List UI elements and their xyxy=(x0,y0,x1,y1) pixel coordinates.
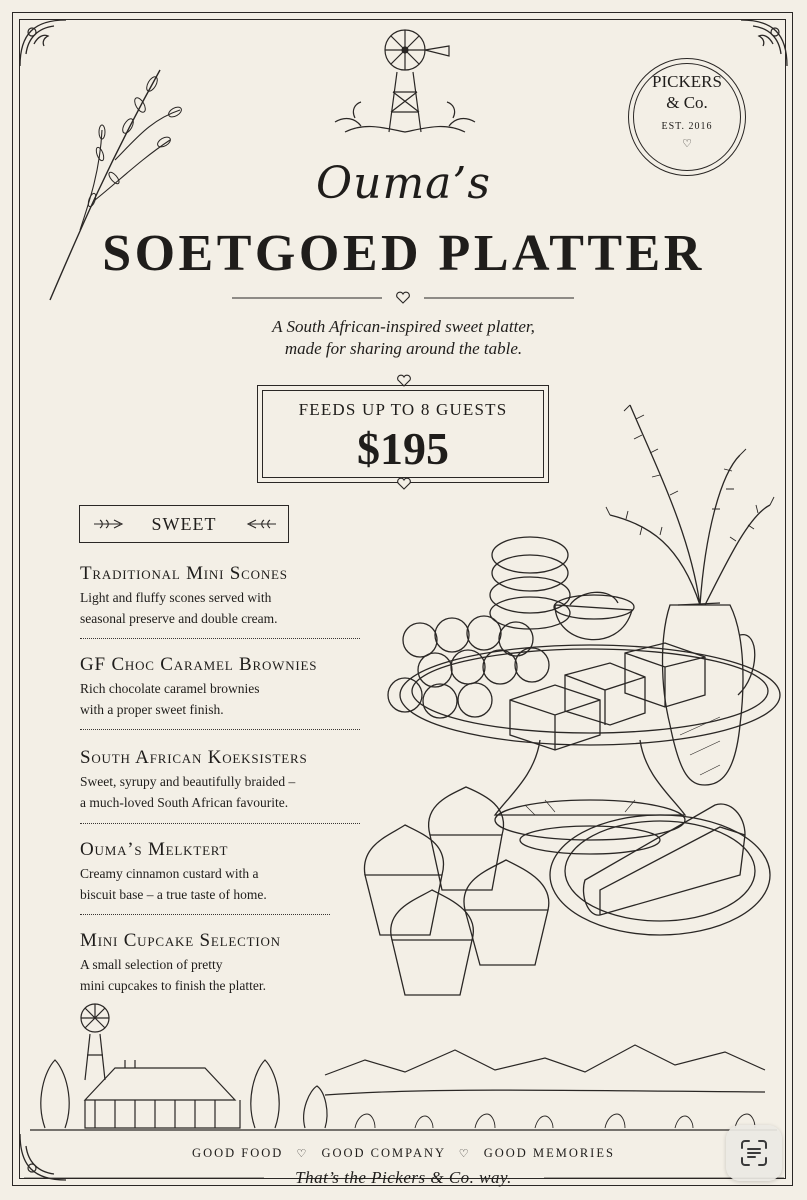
heart-icon: ♡ xyxy=(296,1148,309,1160)
heart-icon xyxy=(397,375,411,387)
menu-item-description xyxy=(80,587,370,629)
section-label: SWEET xyxy=(151,514,217,534)
menu-item xyxy=(80,654,370,720)
description-line: Creamy cinnamon custard with a xyxy=(80,866,259,881)
menu-item-description xyxy=(80,954,370,996)
live-text-scan-button[interactable] xyxy=(726,1125,782,1181)
feeds-label: FEEDS UP TO 8 GUESTS xyxy=(298,400,508,419)
item-divider xyxy=(80,914,330,915)
menu-item xyxy=(80,930,370,996)
description-line: Rich chocolate caramel brownies xyxy=(80,681,260,696)
menu-item-description xyxy=(80,771,370,813)
menu-item-title: Ouma’s Melktert xyxy=(80,839,229,860)
scan-text-icon xyxy=(740,1139,768,1167)
subtitle-line1: A South African-inspired sweet platter, xyxy=(272,317,535,336)
badge-line1: PICKERS xyxy=(652,72,722,91)
item-divider xyxy=(80,823,360,824)
script-title: Ouma’s xyxy=(316,158,491,209)
subtitle xyxy=(200,316,607,360)
section-label-box xyxy=(79,505,289,543)
menu-item-title: GF Choc Caramel Brownies xyxy=(80,654,318,675)
menu-item xyxy=(80,747,370,813)
item-divider xyxy=(80,638,360,639)
description-line: mini cupcakes to finish the platter. xyxy=(80,978,266,993)
footer-tags xyxy=(0,1146,807,1161)
description-line: Light and fluffy scones served with xyxy=(80,590,272,605)
fleuron-icon xyxy=(242,518,276,530)
footer-tag: GOOD MEMORIES xyxy=(483,1146,615,1160)
footer-tag: GOOD FOOD xyxy=(192,1146,284,1160)
menu-item-description xyxy=(80,678,370,720)
description-line: with a proper sweet finish. xyxy=(80,702,224,717)
price-value: $195 xyxy=(357,423,449,474)
heart-icon: ♡ xyxy=(682,137,692,150)
item-divider xyxy=(80,729,360,730)
title-divider xyxy=(232,290,574,306)
menu-item xyxy=(80,563,370,629)
farmhouse-landscape-illustration xyxy=(25,1000,782,1135)
badge-line2: & Co. xyxy=(666,93,708,112)
heart-icon: ♡ xyxy=(458,1148,471,1160)
description-line: seasonal preserve and double cream. xyxy=(80,611,278,626)
description-line: A small selection of pretty xyxy=(80,957,223,972)
footer-tagline: That’s the Pickers & Co. way. xyxy=(295,1168,512,1187)
dessert-platter-illustration xyxy=(360,395,780,1015)
menu-item-description xyxy=(80,863,370,905)
badge-brand-name xyxy=(629,71,745,113)
description-line: Sweet, syrupy and beautifully braided – xyxy=(80,774,296,789)
badge-established: EST. 2016 xyxy=(661,121,713,132)
menu-item-title: Mini Cupcake Selection xyxy=(80,930,281,951)
page-title: SOETGOED PLATTER xyxy=(102,225,705,282)
corner-flourish-top-right xyxy=(733,14,793,74)
menu-item-title: South African Koeksisters xyxy=(80,747,308,768)
menu-item xyxy=(80,839,370,905)
windmill-icon xyxy=(325,22,485,142)
description-line: biscuit base – a true taste of home. xyxy=(80,887,267,902)
menu-item-title: Traditional Mini Scones xyxy=(80,563,288,584)
footer-tag: GOOD COMPANY xyxy=(321,1146,446,1160)
description-line: a much-loved South African favourite. xyxy=(80,795,289,810)
subtitle-line2: made for sharing around the table. xyxy=(284,339,523,358)
